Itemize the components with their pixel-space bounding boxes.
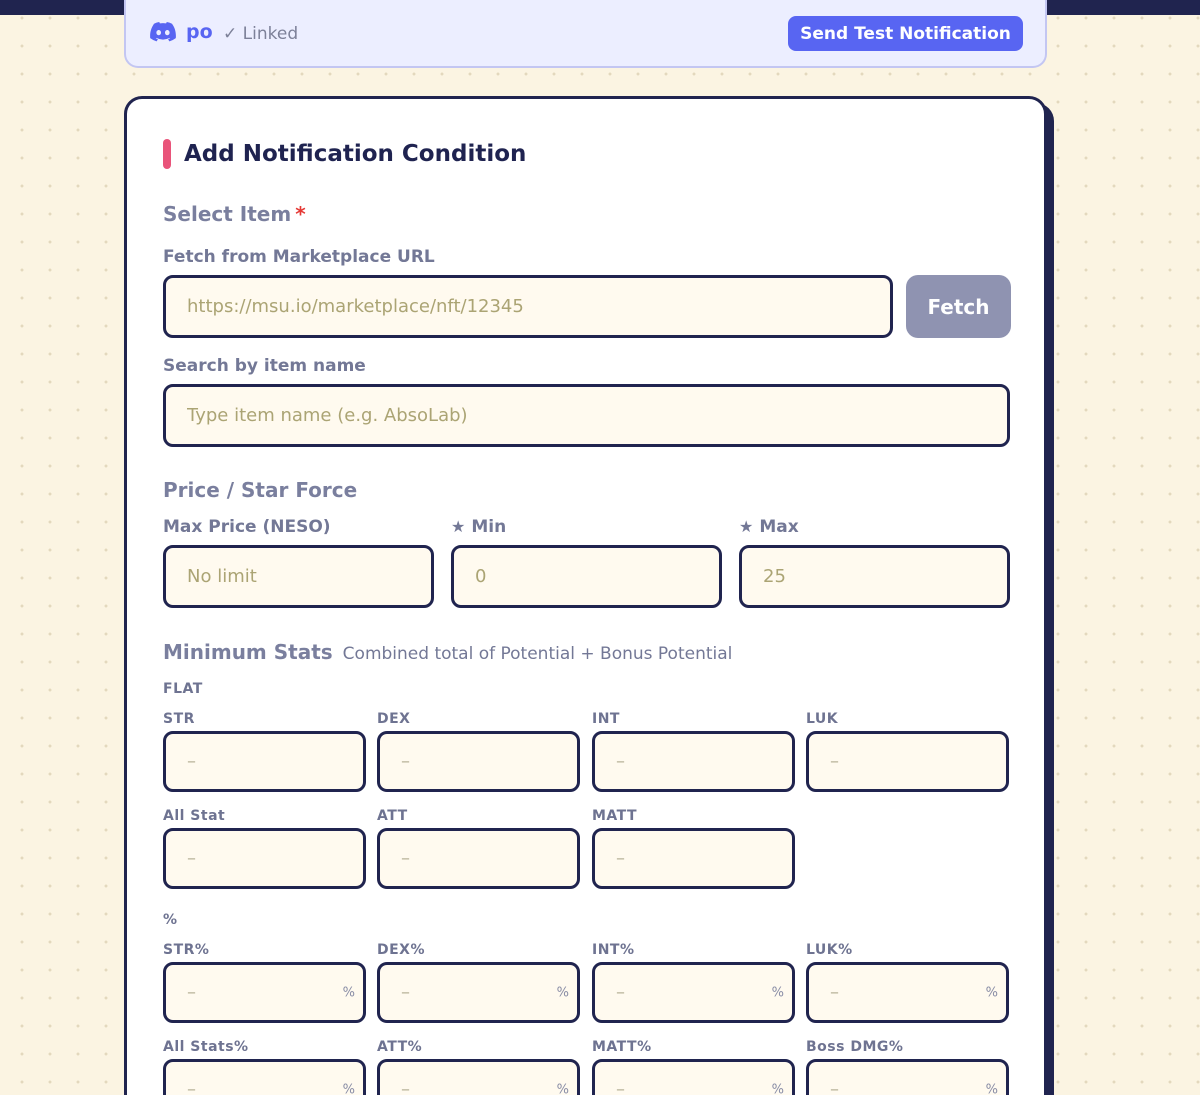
str-input[interactable]	[166, 734, 363, 789]
stat-label: STR	[163, 711, 195, 727]
max-price-label: Max Price (NESO)	[163, 517, 331, 537]
matt-pct-input[interactable]	[595, 1062, 792, 1095]
stat-label: Boss DMG%	[806, 1039, 904, 1055]
minimum-stats-heading: Minimum Stats Combined total of Potential + Bonus Potential	[163, 640, 733, 664]
discord-icon	[150, 22, 176, 42]
stat-field	[592, 828, 795, 889]
stat-label: LUK%	[806, 942, 853, 958]
percent-suffix: %	[342, 1082, 355, 1095]
int-input[interactable]	[595, 734, 792, 789]
dex-pct-input[interactable]	[380, 965, 577, 1020]
stat-field	[592, 962, 795, 1023]
stat-field	[806, 1059, 1009, 1095]
fetch-button[interactable]: Fetch	[906, 275, 1011, 338]
stat-field	[377, 1059, 580, 1095]
send-test-notification-button[interactable]: Send Test Notification	[788, 16, 1023, 51]
star-min-field	[451, 545, 722, 608]
discord-username: po	[186, 21, 213, 43]
star-icon: ★	[451, 517, 466, 536]
star-min-label: ★ Min	[451, 517, 507, 537]
boss-dmg-pct-input[interactable]	[809, 1062, 1006, 1095]
marketplace-url-input[interactable]	[166, 278, 890, 335]
stat-field	[163, 1059, 366, 1095]
percent-suffix: %	[556, 985, 569, 1000]
percent-suffix: %	[985, 1082, 998, 1095]
search-item-label: Search by item name	[163, 356, 366, 376]
link-status: ✓ Linked	[223, 24, 299, 44]
int-pct-input[interactable]	[595, 965, 792, 1020]
stat-field	[377, 828, 580, 889]
all-stats-pct-input[interactable]	[166, 1062, 363, 1095]
stat-field	[163, 731, 366, 792]
stat-field	[377, 731, 580, 792]
stat-label: LUK	[806, 711, 839, 727]
star-max-label: ★ Max	[739, 517, 799, 537]
stat-label: All Stats%	[163, 1039, 249, 1055]
stat-label: DEX	[377, 711, 411, 727]
stat-label: All Stat	[163, 808, 226, 824]
stat-label: INT%	[592, 942, 635, 958]
percent-suffix: %	[985, 985, 998, 1000]
all-stat-input[interactable]	[166, 831, 363, 886]
stat-field	[592, 731, 795, 792]
stat-field	[806, 962, 1009, 1023]
add-condition-card	[124, 96, 1047, 1095]
stat-field	[806, 731, 1009, 792]
title-accent-bar	[163, 139, 171, 169]
stat-field	[163, 962, 366, 1023]
discord-link-card	[124, 0, 1047, 68]
percent-suffix: %	[771, 1082, 784, 1095]
star-max-field	[739, 545, 1010, 608]
att-input[interactable]	[380, 831, 577, 886]
stat-field	[592, 1059, 795, 1095]
percent-suffix: %	[771, 985, 784, 1000]
stat-label: DEX%	[377, 942, 426, 958]
luk-input[interactable]	[809, 734, 1006, 789]
str-pct-input[interactable]	[166, 965, 363, 1020]
search-item-field	[163, 384, 1010, 447]
stat-field	[163, 828, 366, 889]
stat-label: ATT%	[377, 1039, 423, 1055]
max-price-field	[163, 545, 434, 608]
matt-input[interactable]	[595, 831, 792, 886]
search-item-input[interactable]	[166, 387, 1007, 444]
required-marker: *	[295, 202, 306, 226]
luk-pct-input[interactable]	[809, 965, 1006, 1020]
stat-field	[377, 962, 580, 1023]
minimum-stats-subtitle: Combined total of Potential + Bonus Potential	[342, 644, 733, 664]
price-section-heading: Price / Star Force	[163, 478, 358, 502]
star-icon: ★	[739, 517, 754, 536]
marketplace-url-label: Fetch from Marketplace URL	[163, 247, 435, 267]
star-min-input[interactable]	[454, 548, 719, 605]
flat-group-heading: FLAT	[163, 681, 203, 697]
stat-label: STR%	[163, 942, 210, 958]
max-price-input[interactable]	[166, 548, 431, 605]
card-title: Add Notification Condition	[184, 141, 527, 167]
percent-suffix: %	[556, 1082, 569, 1095]
percent-suffix: %	[342, 985, 355, 1000]
stat-label: INT	[592, 711, 620, 727]
marketplace-url-field	[163, 275, 893, 338]
select-item-heading: Select Item *	[163, 202, 306, 226]
att-pct-input[interactable]	[380, 1062, 577, 1095]
stat-label: ATT	[377, 808, 408, 824]
stat-label: MATT%	[592, 1039, 652, 1055]
stat-label: MATT	[592, 808, 638, 824]
dex-input[interactable]	[380, 734, 577, 789]
percent-group-heading: %	[163, 912, 178, 928]
star-max-input[interactable]	[742, 548, 1007, 605]
